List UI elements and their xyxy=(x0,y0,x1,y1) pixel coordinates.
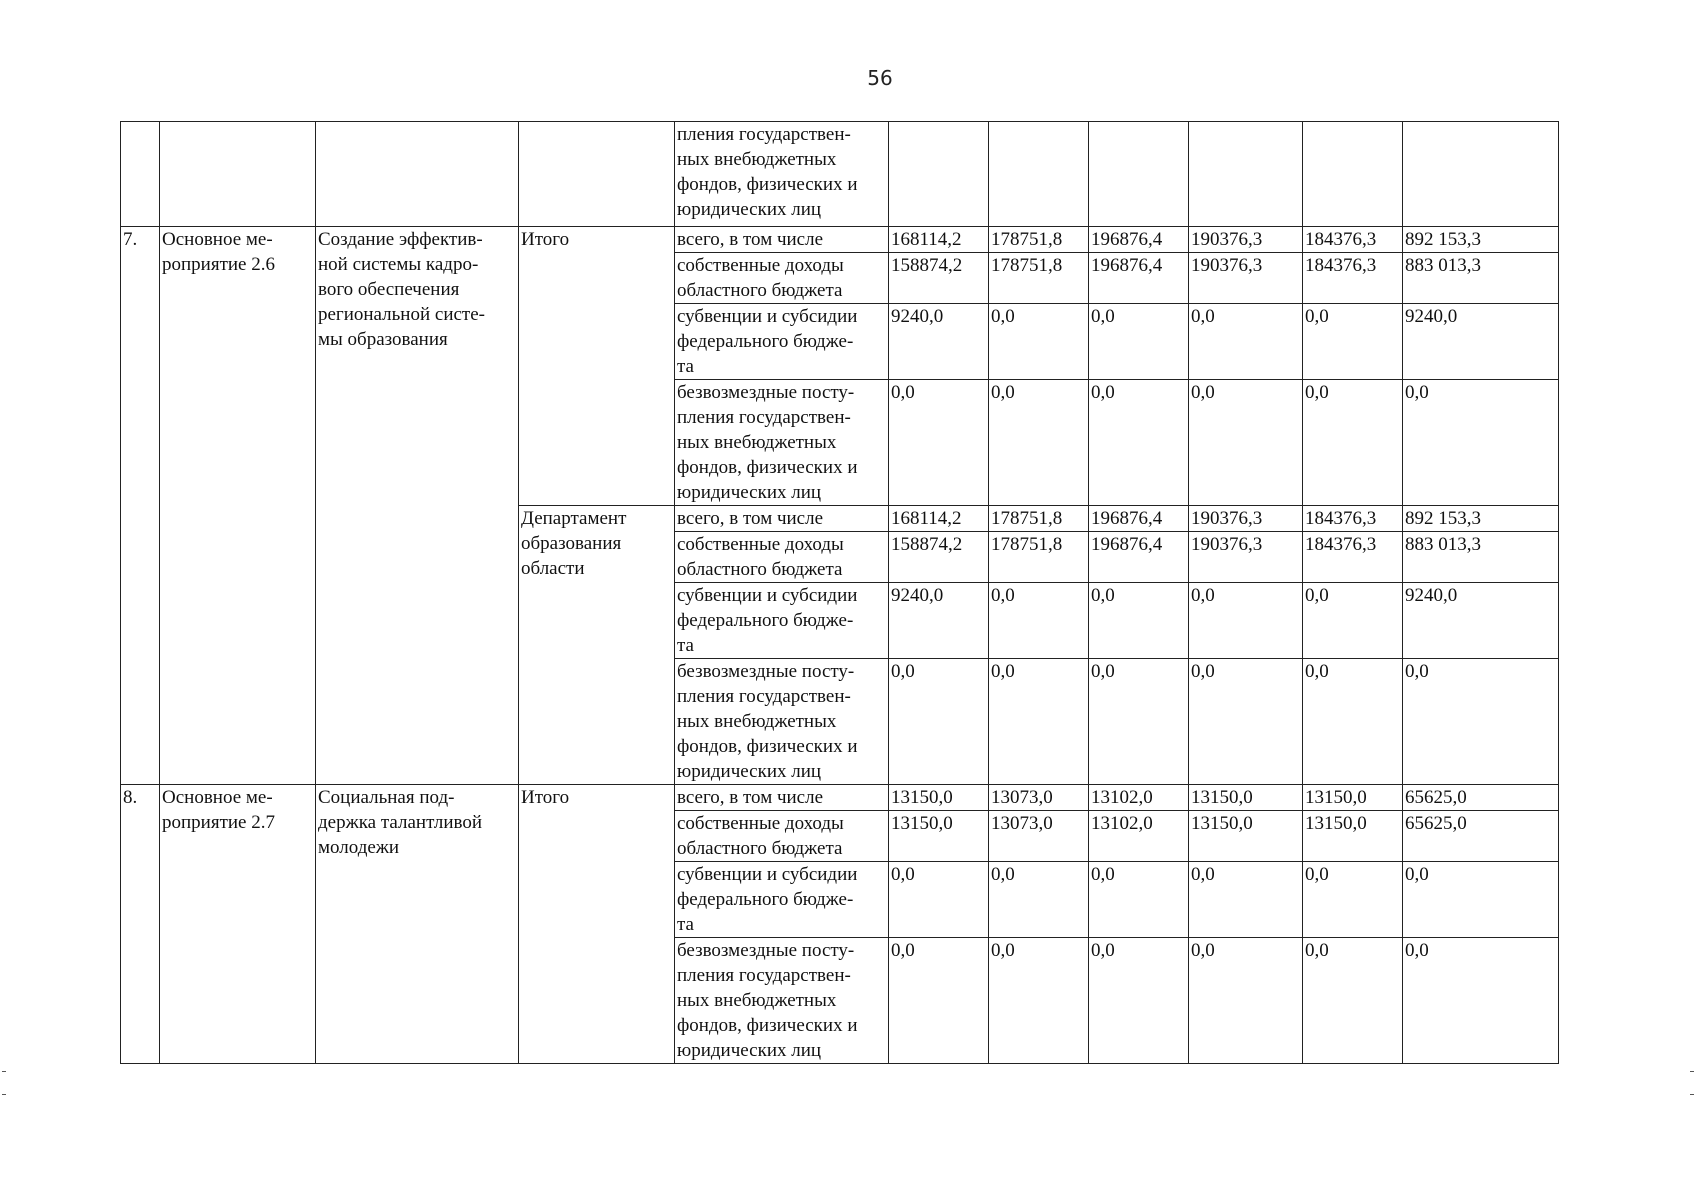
amount-cell: 9240,0 xyxy=(889,304,989,380)
funding-source-cell-line: ных внебюджетных xyxy=(677,149,837,170)
funding-source-cell xyxy=(675,304,889,380)
amount-cell: 190376,3 xyxy=(1189,227,1303,253)
amount-cell: 0,0 xyxy=(1403,862,1559,938)
program-title-cell-line: ной системы кадро- xyxy=(318,254,479,275)
empty-cell xyxy=(519,122,675,227)
funding-source-cell-line: федерального бюдже- xyxy=(677,331,854,352)
funding-source-cell-line: та xyxy=(677,635,694,656)
program-title-cell xyxy=(316,785,519,1064)
empty-cell xyxy=(1089,122,1189,227)
funding-source-cell xyxy=(675,811,889,862)
amount-cell: 9240,0 xyxy=(1403,583,1559,659)
funding-source-cell-line: субвенции и субсидии xyxy=(677,864,858,885)
funding-source-cell-line: областного бюджета xyxy=(677,838,843,859)
funding-source-cell-line: областного бюджета xyxy=(677,559,843,580)
amount-cell: 13102,0 xyxy=(1089,785,1189,811)
amount-cell: 158874,2 xyxy=(889,532,989,583)
amount-cell: 9240,0 xyxy=(1403,304,1559,380)
funding-source-cell-line: пления государствен- xyxy=(677,124,851,145)
funding-source-cell-line: фондов, физических и xyxy=(677,736,858,757)
table-row xyxy=(121,227,1559,253)
funding-source-cell-line: ных внебюджетных xyxy=(677,990,837,1011)
funding-source-cell-line: ных внебюджетных xyxy=(677,432,837,453)
amount-cell: 0,0 xyxy=(1303,938,1403,1064)
program-title-cell-line: Социальная под- xyxy=(318,787,455,808)
activity-cell-line: Основное ме- xyxy=(162,787,273,808)
amount-cell: 0,0 xyxy=(1189,862,1303,938)
amount-cell: 184376,3 xyxy=(1303,532,1403,583)
amount-cell: 13150,0 xyxy=(889,811,989,862)
activity-cell-line: роприятие 2.7 xyxy=(162,812,275,833)
amount-cell: 13150,0 xyxy=(889,785,989,811)
amount-cell: 883 013,3 xyxy=(1403,253,1559,304)
amount-cell: 0,0 xyxy=(1089,862,1189,938)
funding-source-cell-line: всего, в том числе xyxy=(677,229,824,250)
amount-cell: 190376,3 xyxy=(1189,532,1303,583)
funding-source-cell-line: юридических лиц xyxy=(677,1040,822,1061)
amount-cell: 65625,0 xyxy=(1403,785,1559,811)
executor-cell-line: области xyxy=(521,558,585,579)
amount-cell: 168114,2 xyxy=(889,227,989,253)
program-title-cell-line: Создание эффектив- xyxy=(318,229,483,250)
program-title-cell-line: держка талантливой xyxy=(318,812,483,833)
amount-cell: 0,0 xyxy=(1089,380,1189,506)
funding-source-cell-line: ных внебюджетных xyxy=(677,711,837,732)
amount-cell: 0,0 xyxy=(989,583,1089,659)
amount-cell: 0,0 xyxy=(1303,862,1403,938)
amount-cell: 892 153,3 xyxy=(1403,506,1559,532)
funding-source-cell-line: собственные доходы xyxy=(677,534,844,555)
margin-mark-right xyxy=(1690,1071,1694,1095)
amount-cell: 0,0 xyxy=(989,862,1089,938)
program-title-cell xyxy=(316,227,519,785)
program-title-cell-line: мы образования xyxy=(318,329,448,350)
amount-cell: 0,0 xyxy=(1303,380,1403,506)
amount-cell: 883 013,3 xyxy=(1403,532,1559,583)
funding-source-cell-line: пления государствен- xyxy=(677,407,851,428)
funding-source-cell-line: пления государствен- xyxy=(677,686,851,707)
amount-cell: 892 153,3 xyxy=(1403,227,1559,253)
program-title-cell-line: региональной систе- xyxy=(318,304,485,325)
amount-cell: 184376,3 xyxy=(1303,506,1403,532)
amount-cell: 168114,2 xyxy=(889,506,989,532)
funding-source-cell-line: безвозмездные посту- xyxy=(677,382,855,403)
amount-cell: 196876,4 xyxy=(1089,506,1189,532)
empty-cell xyxy=(1303,122,1403,227)
funding-source-cell xyxy=(675,380,889,506)
funding-source-cell-line: та xyxy=(677,914,694,935)
amount-cell: 0,0 xyxy=(1089,938,1189,1064)
amount-cell: 0,0 xyxy=(1189,938,1303,1064)
table-row xyxy=(121,785,1559,811)
amount-cell: 158874,2 xyxy=(889,253,989,304)
funding-source-cell-line: всего, в том числе xyxy=(677,508,824,529)
empty-cell xyxy=(316,122,519,227)
amount-cell: 196876,4 xyxy=(1089,253,1189,304)
amount-cell: 0,0 xyxy=(1303,304,1403,380)
funding-source-cell-line: фондов, физических и xyxy=(677,1015,858,1036)
amount-cell: 0,0 xyxy=(989,380,1089,506)
funding-source-cell xyxy=(675,659,889,785)
amount-cell: 0,0 xyxy=(889,938,989,1064)
funding-source-cell xyxy=(675,532,889,583)
empty-cell xyxy=(121,122,160,227)
amount-cell: 0,0 xyxy=(1089,659,1189,785)
funding-source-cell-line: фондов, физических и xyxy=(677,457,858,478)
program-title-cell-line: молодежи xyxy=(318,837,400,858)
funding-source-cell-line: федерального бюдже- xyxy=(677,610,854,631)
page-number: 56 xyxy=(867,66,893,90)
funding-source-cell-line: собственные доходы xyxy=(677,813,844,834)
amount-cell: 9240,0 xyxy=(889,583,989,659)
amount-cell: 0,0 xyxy=(989,938,1089,1064)
amount-cell: 0,0 xyxy=(889,862,989,938)
amount-cell: 13150,0 xyxy=(1303,811,1403,862)
activity-cell xyxy=(160,227,316,785)
amount-cell: 0,0 xyxy=(989,304,1089,380)
amount-cell: 0,0 xyxy=(1189,659,1303,785)
activity-cell-line: роприятие 2.6 xyxy=(162,254,275,275)
amount-cell: 196876,4 xyxy=(1089,227,1189,253)
funding-source-cell xyxy=(675,122,889,227)
funding-source-cell-line: юридических лиц xyxy=(677,482,822,503)
executor-cell-line: образования xyxy=(521,533,622,554)
amount-cell: 190376,3 xyxy=(1189,253,1303,304)
program-title-cell-line: вого обеспечения xyxy=(318,279,460,300)
amount-cell: 184376,3 xyxy=(1303,227,1403,253)
amount-cell: 13073,0 xyxy=(989,811,1089,862)
amount-cell: 0,0 xyxy=(889,380,989,506)
entry-number-cell: 7. xyxy=(121,227,160,785)
executor-cell-line: Итого xyxy=(521,787,570,808)
amount-cell: 0,0 xyxy=(1189,583,1303,659)
budget-table xyxy=(120,121,1559,1064)
amount-cell: 184376,3 xyxy=(1303,253,1403,304)
funding-source-cell-line: субвенции и субсидии xyxy=(677,306,858,327)
amount-cell: 0,0 xyxy=(1403,380,1559,506)
funding-source-cell-line: пления государствен- xyxy=(677,965,851,986)
executor-cell xyxy=(519,227,675,506)
funding-source-cell xyxy=(675,583,889,659)
executor-cell xyxy=(519,785,675,1064)
executor-cell xyxy=(519,506,675,785)
funding-source-cell xyxy=(675,862,889,938)
funding-source-cell-line: собственные доходы xyxy=(677,255,844,276)
amount-cell: 0,0 xyxy=(1189,380,1303,506)
amount-cell: 0,0 xyxy=(1403,938,1559,1064)
funding-source-cell xyxy=(675,506,889,532)
funding-source-cell xyxy=(675,227,889,253)
amount-cell: 13150,0 xyxy=(1189,811,1303,862)
amount-cell: 13150,0 xyxy=(1189,785,1303,811)
amount-cell: 0,0 xyxy=(1089,304,1189,380)
amount-cell: 0,0 xyxy=(1089,583,1189,659)
funding-source-cell xyxy=(675,785,889,811)
empty-cell xyxy=(1403,122,1559,227)
funding-source-cell-line: фондов, физических и xyxy=(677,174,858,195)
funding-source-cell-line: юридических лиц xyxy=(677,761,822,782)
entry-number-cell: 8. xyxy=(121,785,160,1064)
amount-cell: 13102,0 xyxy=(1089,811,1189,862)
amount-cell: 178751,8 xyxy=(989,227,1089,253)
empty-cell xyxy=(160,122,316,227)
amount-cell: 13073,0 xyxy=(989,785,1089,811)
funding-source-cell-line: всего, в том числе xyxy=(677,787,824,808)
amount-cell: 0,0 xyxy=(1303,583,1403,659)
amount-cell: 13150,0 xyxy=(1303,785,1403,811)
funding-source-cell xyxy=(675,253,889,304)
funding-source-cell-line: безвозмездные посту- xyxy=(677,661,855,682)
amount-cell: 0,0 xyxy=(889,659,989,785)
executor-cell-line: Итого xyxy=(521,229,570,250)
amount-cell: 178751,8 xyxy=(989,506,1089,532)
funding-source-cell-line: та xyxy=(677,356,694,377)
table-body xyxy=(121,122,1559,1064)
funding-source-cell xyxy=(675,938,889,1064)
amount-cell: 65625,0 xyxy=(1403,811,1559,862)
executor-cell-line: Департамент xyxy=(521,508,627,529)
amount-cell: 0,0 xyxy=(1303,659,1403,785)
empty-cell xyxy=(989,122,1089,227)
amount-cell: 0,0 xyxy=(1189,304,1303,380)
amount-cell: 178751,8 xyxy=(989,253,1089,304)
carry-over-row xyxy=(121,122,1559,227)
amount-cell: 0,0 xyxy=(989,659,1089,785)
amount-cell: 0,0 xyxy=(1403,659,1559,785)
empty-cell xyxy=(1189,122,1303,227)
funding-source-cell-line: субвенции и субсидии xyxy=(677,585,858,606)
funding-source-cell-line: юридических лиц xyxy=(677,199,822,220)
activity-cell xyxy=(160,785,316,1064)
amount-cell: 190376,3 xyxy=(1189,506,1303,532)
funding-source-cell-line: безвозмездные посту- xyxy=(677,940,855,961)
funding-source-cell-line: областного бюджета xyxy=(677,280,843,301)
amount-cell: 178751,8 xyxy=(989,532,1089,583)
amount-cell: 196876,4 xyxy=(1089,532,1189,583)
margin-mark-left xyxy=(2,1071,6,1095)
funding-source-cell-line: федерального бюдже- xyxy=(677,889,854,910)
empty-cell xyxy=(889,122,989,227)
activity-cell-line: Основное ме- xyxy=(162,229,273,250)
